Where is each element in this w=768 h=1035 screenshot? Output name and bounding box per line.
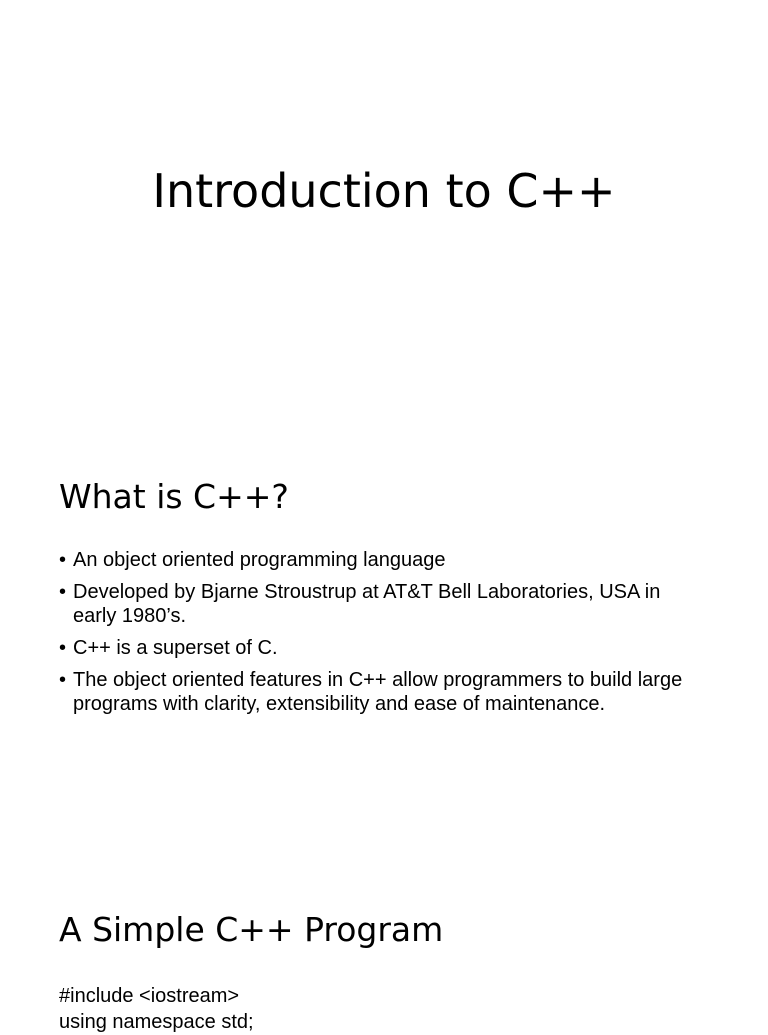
bullet-item [59, 548, 709, 572]
code-line: using namespace std; [59, 1011, 254, 1033]
bullet-item [59, 636, 709, 660]
slide-heading: A Simple C++ Program [59, 910, 444, 949]
slide-simple-program [0, 860, 768, 1033]
bullet-text: Developed by Bjarne Stroustrup at AT&T Bell Laboratories, USA in early 1980’s. [73, 581, 661, 627]
slide-heading: What is C++? [59, 477, 289, 516]
code-block [59, 983, 254, 1035]
bullet-dot-icon: • [59, 549, 67, 571]
bullet-list [59, 548, 709, 724]
code-line: #include <iostream> [59, 985, 240, 1007]
slide-what-is-cpp [0, 430, 768, 860]
bullet-dot-icon: • [59, 669, 67, 691]
bullet-text: The object oriented features in C++ allow programmers to build large programs with clarity, extensibility and ease of maintenance. [73, 669, 683, 715]
slide-title [0, 0, 768, 430]
bullet-dot-icon: • [59, 581, 67, 603]
presentation-title: Introduction to C++ [152, 164, 616, 218]
bullet-text: An object oriented programming language [73, 549, 446, 571]
bullet-text: C++ is a superset of C. [73, 637, 278, 659]
bullet-item [59, 668, 709, 716]
bullet-dot-icon: • [59, 637, 67, 659]
bullet-item [59, 580, 709, 628]
